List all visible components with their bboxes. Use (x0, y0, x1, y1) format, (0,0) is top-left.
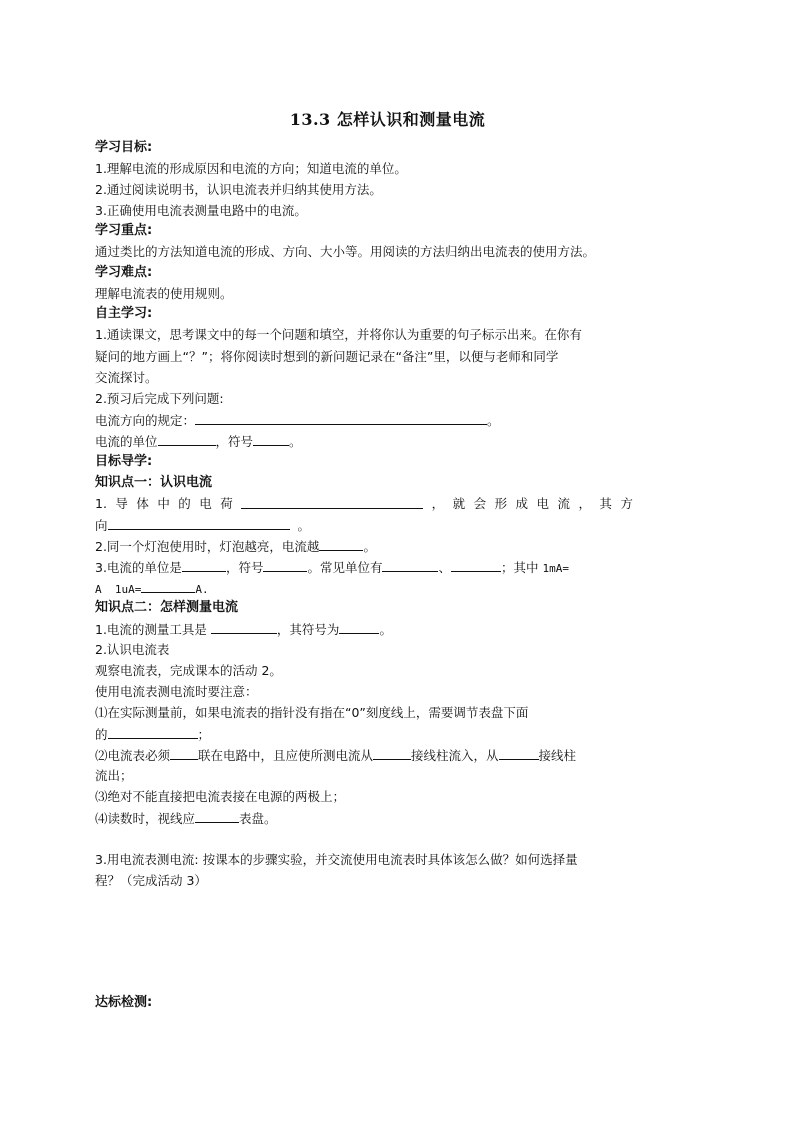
kp1-q1-tail: 流 (557, 496, 570, 511)
kp1-q1-char: 电 (199, 496, 212, 511)
goal-item-1: 1.理解电流的形成原因和电流的方向；知道电流的单位。 (95, 161, 407, 176)
kp2-heading: 知识点二：怎样测量电流 (95, 600, 239, 615)
kp1-q1-tail: 电 (536, 496, 550, 511)
direction-rule-row (95, 410, 640, 431)
kp1-q1-tail: 其 (599, 496, 612, 511)
kp1-q2-blank[interactable] (319, 536, 363, 551)
kp2-q1-start: 1.电流的测量工具是 (95, 622, 207, 637)
kp1-q1-char: 导 (115, 496, 128, 511)
direction-end: 。 (487, 413, 500, 428)
kp2-n2-blank-1[interactable] (170, 745, 198, 760)
kp2-n1-line1: ⑴在实际测量前，如果电流表的指针没有指在“0”刻度线上，需要调节表盘下面 (95, 705, 529, 720)
kp1-q1-char: 中 (157, 496, 170, 511)
kp2-n2-line1 (95, 745, 640, 766)
kp1-q3-blank-2[interactable] (263, 557, 307, 572)
kp1-q1-tail: 方 (620, 496, 633, 511)
kp1-q1-line1 (95, 494, 633, 514)
goals-heading: 学习目标: (95, 140, 153, 155)
kp2-notice: 使用电流表测电流时要注意： (95, 684, 258, 699)
kp2-q1-blank-1[interactable] (211, 619, 277, 634)
kp1-q2-end: 。 (363, 539, 376, 554)
goal-item-3: 3.正确使用电流表测量电路中的电流。 (95, 203, 307, 218)
kp2-n4-end: 表盘。 (239, 811, 277, 826)
goal-item-2: 2.通过阅读说明书，认识电流表并归纳其使用方法。 (95, 182, 382, 197)
kp1-q3-blank-3[interactable] (382, 557, 438, 572)
kp2-n3: ⑶绝对不能直接把电流表接在电源的两极上； (95, 789, 346, 804)
kp1-q3-line2 (95, 578, 640, 600)
kp1-heading: 知识点一：认识电流 (95, 475, 213, 490)
kp1-q3-line2-b: 1uA= (114, 583, 142, 596)
guide-heading: 目标导学: (95, 454, 153, 469)
self-study-item1-line1: 1.通读课文，思考课文中的每一个问题和填空，并将你认为重要的句子标示出来。在你有 (95, 327, 582, 342)
kp1-q2-start: 2.同一个灯泡使用时，灯泡越亮，电流越 (95, 539, 320, 554)
kp1-q1-tail: ， (431, 496, 445, 511)
unit-end: 。 (289, 434, 302, 449)
kp1-q3-eq1: 1mA= (542, 562, 569, 575)
kp2-q1 (95, 619, 640, 640)
kp1-q1-line2-end: 。 (297, 518, 310, 533)
kp1-q3-blank-4[interactable] (451, 557, 501, 572)
unit-row (95, 431, 640, 452)
kp1-q2 (95, 536, 640, 557)
kp1-q1-char: 的 (178, 496, 191, 511)
kp1-q1-char: 荷 (220, 496, 233, 511)
self-study-heading: 自主学习: (95, 306, 153, 321)
kp2-q3-line2: 程？（完成活动 3） (95, 873, 207, 888)
kp1-q1-tail: ， (578, 496, 591, 511)
kp1-q3-line2-a: A (95, 583, 102, 596)
kp1-q3-blank-5[interactable] (141, 578, 195, 593)
direction-label: 电流方向的规定： (95, 413, 196, 428)
kp1-q1-line2-start: 向 (95, 518, 108, 533)
kp1-q1-tail: 成 (515, 496, 529, 511)
kp1-q1-blank-2[interactable] (108, 515, 290, 530)
kp2-n2-b: 联在电路中，且应使所测电流从 (198, 748, 374, 763)
kp2-observe: 观察电流表，完成课本的活动 2。 (95, 663, 282, 678)
kp2-n2-d: 接线柱 (538, 748, 577, 763)
unit-symbol-blank[interactable] (253, 431, 289, 446)
kp1-q3-mid1: ，符号 (225, 560, 264, 575)
key-points-text: 通过类比的方法知道电流的形成、方向、大小等。用阅读的方法归纳出电流表的使用方法。 (95, 244, 596, 259)
self-study-item1-line2: 疑问的地方画上“？”；将你阅读时想到的新问题记录在“备注”里，以便与老师和同学 (95, 349, 559, 364)
kp2-n4-start: ⑷读数时，视线应 (95, 811, 196, 826)
difficulties-heading: 学习难点: (95, 265, 153, 280)
kp2-n4 (95, 808, 640, 829)
kp2-q1-mid: ，其符号为 (276, 622, 340, 637)
page-title: 13.3 怎样认识和测量电流 (289, 110, 486, 129)
unit-label: 电流的单位 (95, 434, 158, 449)
kp2-n1-blank[interactable] (108, 724, 198, 739)
kp1-q3-line1 (95, 557, 640, 579)
kp2-n2-blank-3[interactable] (499, 745, 539, 760)
kp2-q3-line1: 3.用电流表测电流: 按课本的步骤实验，并交流使用电流表时具体该怎么做？如何选择量 (95, 852, 578, 867)
kp2-q1-end: 。 (379, 622, 392, 637)
self-study-item1-line3: 交流探讨。 (95, 370, 158, 385)
kp1-q3-mid4: ；其中 (500, 560, 539, 575)
kp2-n2-c: 接线柱流入，从 (411, 748, 499, 763)
kp1-q1-tail: 会 (473, 496, 487, 511)
difficulties-text: 理解电流表的使用规则。 (95, 286, 233, 301)
kp1-q1-tail: 形 (494, 496, 508, 511)
key-points-heading: 学习重点: (95, 223, 153, 238)
kp1-q1-char: 体 (136, 496, 149, 511)
kp1-q1-blank-1[interactable] (241, 494, 423, 509)
kp1-q1-tail: 就 (452, 496, 466, 511)
kp2-n2-a: ⑵电流表必须 (95, 748, 171, 763)
unit-blank[interactable] (158, 431, 216, 446)
kp2-n1-line2 (95, 724, 640, 745)
kp2-n1-line2-end: ； (197, 727, 211, 742)
kp1-q1-line2 (95, 515, 640, 536)
self-study-item2: 2.预习后完成下列问题: (95, 391, 224, 406)
kp1-q3-mid3: 、 (438, 560, 451, 575)
kp2-q2: 2.认识电流表 (95, 642, 170, 657)
kp2-n2-line2: 流出； (95, 768, 133, 783)
kp1-q3-line2-c: A. (195, 583, 209, 596)
check-heading: 达标检测: (95, 995, 153, 1010)
kp1-q3-start: 3.电流的单位是 (95, 560, 182, 575)
kp2-n4-blank[interactable] (195, 808, 239, 823)
direction-blank[interactable] (195, 410, 487, 425)
kp2-n2-blank-2[interactable] (373, 745, 411, 760)
kp1-q3-mid2: 。常见单位有 (307, 560, 383, 575)
kp1-q1-char: 1. (95, 496, 107, 511)
kp2-q1-blank-2[interactable] (339, 619, 379, 634)
unit-mid: ，符号 (215, 434, 254, 449)
kp1-q3-blank-1[interactable] (182, 557, 226, 572)
kp2-n1-line2-start: 的 (95, 727, 108, 742)
